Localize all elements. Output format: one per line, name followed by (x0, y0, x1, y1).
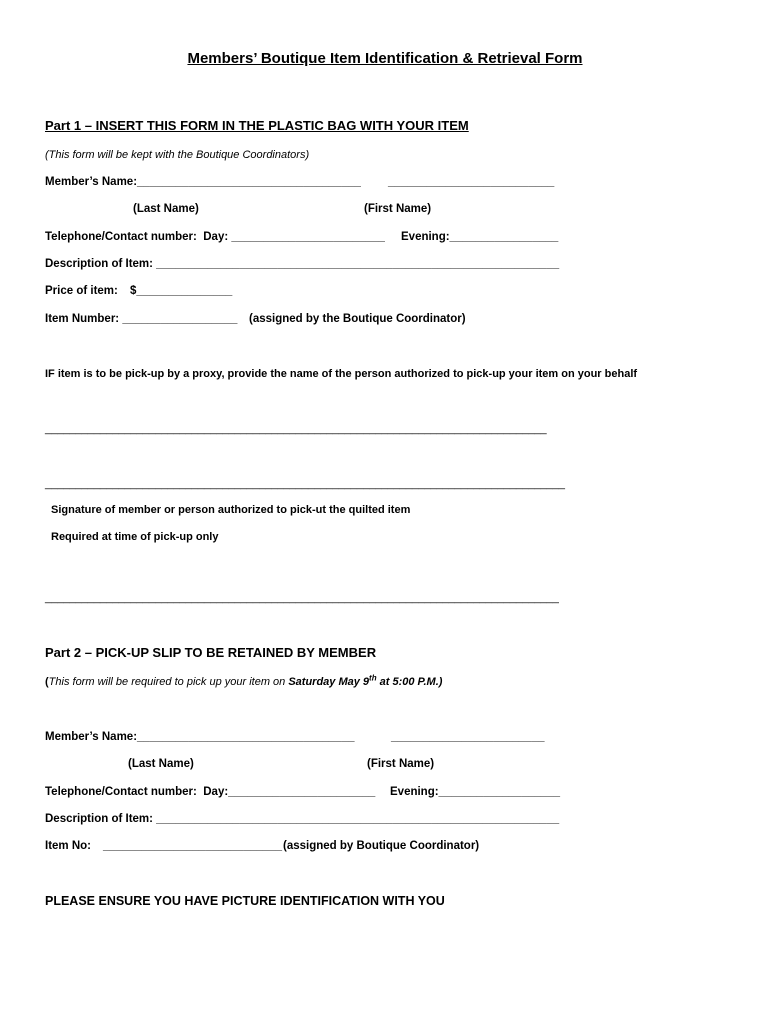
part1-telephone-evening-field[interactable]: Evening:_________________ (401, 231, 559, 243)
part2-note-text: This form will be required to pick up your item on (48, 676, 289, 688)
part1-first-name-field[interactable]: __________________________ (388, 176, 555, 188)
part2-note (45, 675, 442, 689)
part1-item-number-field[interactable]: Item Number: __________________ (45, 313, 238, 325)
part2-heading: Part 2 – PICK-UP SLIP TO BE RETAINED BY MEMBER (45, 645, 377, 660)
part2-telephone-evening-field[interactable]: Evening:___________________ (390, 786, 561, 798)
part1-telephone-day-field[interactable]: Telephone/Contact number: Day: ________________________ (45, 231, 385, 243)
part1-price-field[interactable]: $_______________ (130, 285, 233, 297)
part2-members-name-field[interactable]: Member’s Name:__________________________________ (45, 731, 355, 743)
form-title: Members’ Boutique Item Identification & Retrieval Form (187, 50, 583, 67)
part1-heading: Part 1 – INSERT THIS FORM IN THE PLASTIC BAG WITH YOUR ITEM (45, 118, 469, 133)
part1-description-field[interactable]: Description of Item: _______________________________________________________________ (45, 258, 560, 270)
part2-note-time: at 5:00 P.M.) (376, 676, 443, 688)
part1-price-label: Price of item: (45, 285, 118, 297)
part2-item-no-label: Item No: (45, 840, 91, 852)
proxy-instruction: IF item is to be pick-up by a proxy, provide the name of the person authorized to pick-up your item on your behalf (45, 368, 638, 380)
part2-description-field[interactable]: Description of Item: _______________________________________________________________ (45, 813, 560, 825)
part1-item-number-note: (assigned by the Boutique Coordinator) (249, 313, 466, 325)
part2-last-name-caption: (Last Name) (128, 758, 194, 770)
required-caption: Required at time of pick-up only (51, 531, 219, 543)
part2-note-open: ( (45, 676, 49, 688)
picture-id-notice: PLEASE ENSURE YOU HAVE PICTURE IDENTIFICATION WITH YOU (45, 894, 445, 908)
part2-first-name-field[interactable]: ________________________ (391, 731, 545, 743)
proxy-name-field-1[interactable]: __________________________________________________________________________________ (45, 423, 547, 435)
part1-first-name-caption: (First Name) (364, 203, 432, 215)
part2-note-date: Saturday May 9 (288, 676, 370, 688)
signature-field[interactable]: ____________________________________________________________________________________ (45, 592, 559, 604)
part2-telephone-day-field[interactable]: Telephone/Contact number: Day:_______________________ (45, 786, 376, 798)
part2-note-date-sup: th (369, 673, 377, 683)
proxy-name-field-2[interactable]: _____________________________________________________________________________________ (45, 478, 566, 490)
part1-note: (This form will be kept with the Boutique Coordinators) (45, 149, 310, 161)
part2-item-no-field[interactable]: ____________________________ (103, 840, 283, 852)
signature-caption: Signature of member or person authorized to pick-ut the quilted item (51, 504, 411, 516)
part2-first-name-caption: (First Name) (367, 758, 435, 770)
part2-item-no-note: (assigned by Boutique Coordinator) (283, 840, 480, 852)
part1-members-name-field[interactable]: Member’s Name:___________________________________ (45, 176, 361, 188)
part1-last-name-caption: (Last Name) (133, 203, 199, 215)
